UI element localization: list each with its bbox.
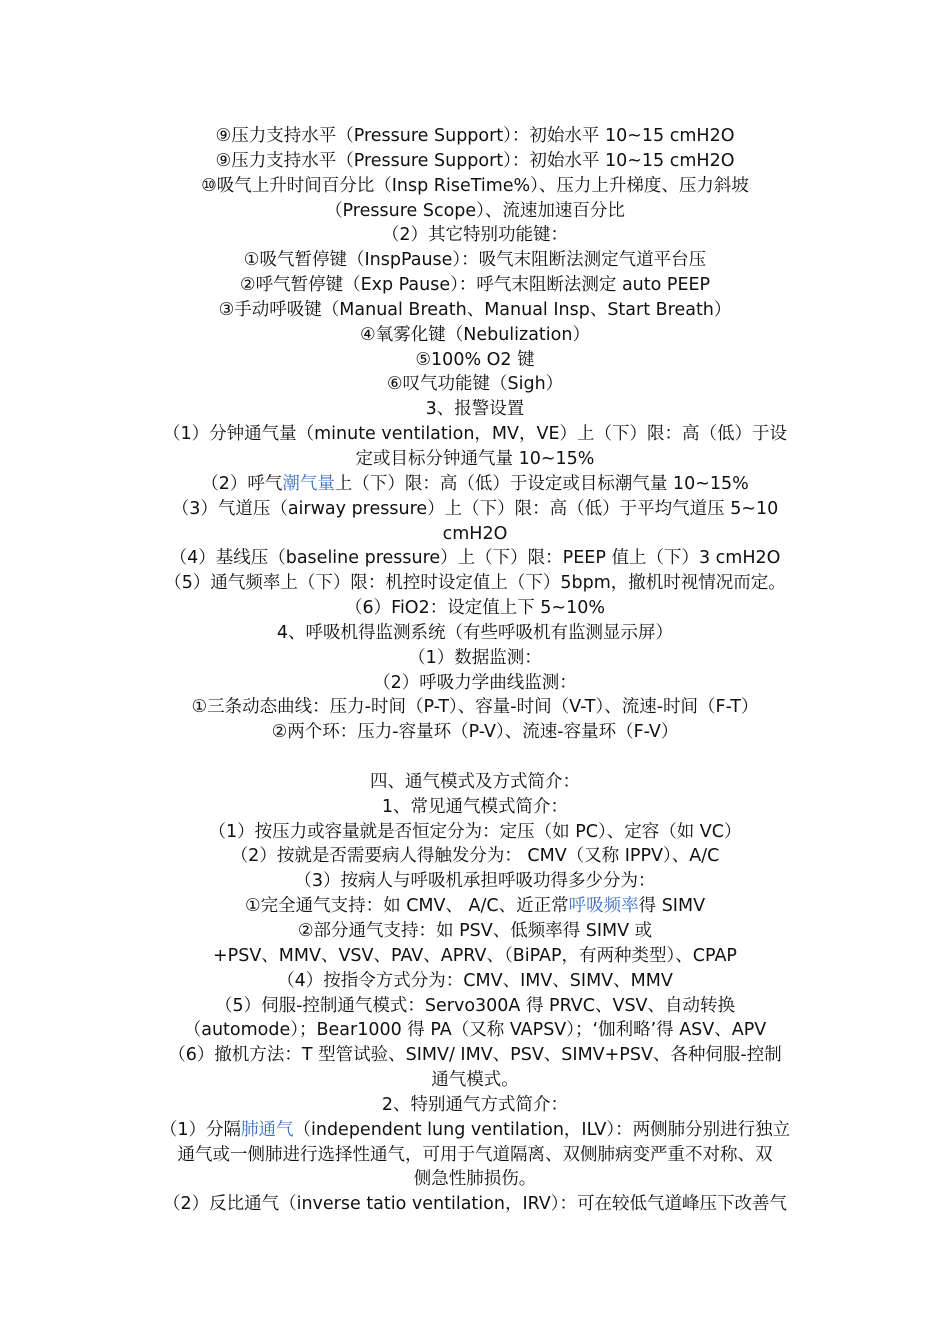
text-line: 3、报警设置: [425, 399, 525, 420]
text-line: ③手动呼吸键（Manual Breath、Manual Insp、Start Breath）: [218, 299, 732, 320]
text-line: 2、特别通气方式简介：: [381, 1094, 569, 1115]
line-text-before-link: （1）分隔: [159, 1119, 241, 1140]
text-line: ⑩吸气上升时间百分比（Insp RiseTime%）、压力上升梯度、压力斜坡: [201, 175, 749, 196]
text-line: （3）按病人与呼吸机承担呼吸功得多少分为：: [294, 871, 656, 892]
text-line: （2）其它特别功能键：: [381, 225, 569, 246]
text-line: ②呼气暂停键（Exp Pause）：呼气末阻断法测定 auto PEEP: [239, 275, 711, 296]
text-line: [135, 1118, 815, 1143]
text-line: （6）撤机方法：T 型管试验、SIMV/ IMV、PSV、SIMV+PSV、各种伺服-控制: [168, 1045, 782, 1066]
text-line: （2）按就是否需要病人得触发分为： CMV（又称 IPPV）、A/C: [230, 846, 720, 867]
line-text-before-link: ①完全通气支持：如 CMV、 A/C、近正常: [244, 896, 569, 917]
text-line: （1）分钟通气量（minute ventilation，MV，VE）上（下）限：高（低）于设: [162, 424, 788, 445]
text-line: ②部分通气支持：如 PSV、低频率得 SIMV 或: [297, 921, 653, 941]
document-page: [0, 124, 950, 1217]
text-line: +PSV、MMV、VSV、PAV、APRV、（BiPAP，有两种类型）、CPAP: [213, 945, 737, 966]
text-line: 定或目标分钟通气量 10~15%: [355, 448, 595, 469]
text-line: （5）通气频率上（下）限：机控时设定值上（下）5bpm，撤机时视情况而定。: [164, 573, 786, 594]
line-text-after-link: 得 SIMV: [638, 896, 706, 917]
keyword-link[interactable]: 潮气量: [282, 473, 335, 494]
keyword-link[interactable]: 肺通气: [240, 1119, 294, 1140]
text-line: ②两个环：压力-容量环（P-V）、流速-容量环（F-V）: [271, 722, 679, 743]
line-text-after-link: 上（下）限：高（低）于设定或目标潮气量 10~15%: [334, 473, 749, 494]
text-line: （4）基线压（baseline pressure）上（下）限：PEEP 值上（下）3 cmH2O: [169, 548, 781, 569]
text-line: 通气模式。: [431, 1070, 519, 1091]
text-line: 1、常见通气模式简介：: [381, 796, 569, 817]
text-line: ⑥叹气功能键（Sigh）: [386, 374, 564, 395]
text-line: cmH2O: [442, 523, 508, 544]
text-line: （4）按指令方式分为：CMV、IMV、SIMV、MMV: [277, 970, 673, 991]
text-line: 4、呼吸机得监测系统（有些呼吸机有监测显示屏）: [276, 622, 674, 643]
text-line: 通气或一侧肺进行选择性通气，可用于气道隔离、双侧肺病变严重不对称、双: [177, 1144, 773, 1165]
text-line: （1）按压力或容量就是否恒定分为：定压（如 PC）、定容（如 VC）: [208, 821, 742, 842]
text-line: （2）呼吸力学曲线监测：: [373, 672, 577, 693]
text-line: ⑤100% O2 键: [415, 349, 535, 370]
text-line: 四、通气模式及方式简介：: [370, 771, 580, 792]
line-text-after-link: （independent lung ventilation，ILV）：两侧肺分别进行独立: [293, 1119, 791, 1140]
text-line: [135, 745, 815, 770]
text-line: ①三条动态曲线：压力-时间（P-T）、容量-时间（V-T）、流速-时间（F-T）: [191, 697, 759, 718]
text-line: （1）数据监测：: [408, 647, 542, 668]
line-text-before-link: （2）呼气: [201, 473, 283, 494]
text-line: （3）气道压（airway pressure）上（下）限：高（低）于平均气道压 5~10: [171, 498, 779, 519]
text-line: [135, 894, 815, 919]
text-line: ①吸气暂停键（InspPause）：吸气末阻断法测定气道平台压: [243, 250, 707, 271]
text-line: （6）FiO2：设定值上下 5~10%: [345, 598, 605, 619]
text-line: ④氧雾化键（Nebulization）: [360, 324, 590, 345]
text-line: （5）伺服-控制通气模式：Servo300A 得 PRVC、VSV、自动转换: [214, 995, 736, 1016]
text-line: 侧急性肺损伤。: [413, 1169, 537, 1190]
text-line: ⑨压力支持水平（Pressure Support）：初始水平 10~15 cmH2O: [215, 126, 735, 146]
text-line: [135, 472, 815, 497]
text-line: （automode）；Bear1000 得 PA（又称 VAPSV）；‘伽利略’得 ASV、APV: [183, 1020, 767, 1041]
keyword-link[interactable]: 呼吸频率: [568, 896, 639, 917]
text-line: ⑨压力支持水平（Pressure Support）：初始水平 10~15 cmH2O: [215, 150, 735, 171]
text-line: （2）反比通气（inverse tatio ventilation，IRV）：可在较低气道峰压下改善气: [162, 1194, 788, 1215]
text-line: （Pressure Scope）、流速加速百分比: [325, 200, 625, 221]
